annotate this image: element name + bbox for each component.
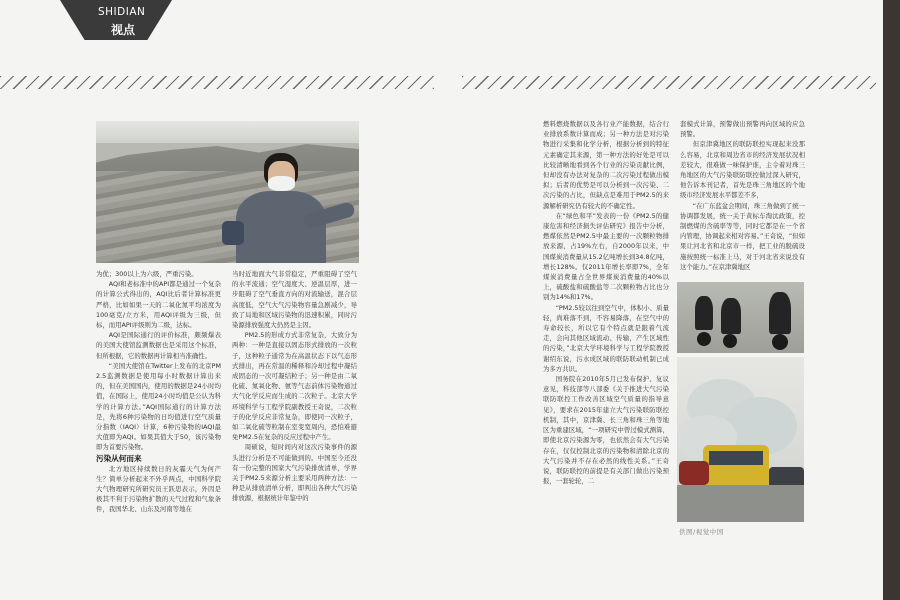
sample-jar xyxy=(222,221,244,245)
article-paragraph: 为优；300以上为六级，严重污染。 xyxy=(96,270,198,278)
wheel xyxy=(723,334,737,348)
article-paragraph: 当时近地面大气非常稳定，严重阻碍了空气的水平流通；空气湿度大、逆温层厚，进一步阻碍了空气垂直方向的对流输送，混合层高度低，空气大气污染物容量急剧减少，导致了局地和区域污染物的迅速积累，同时污染源排放强度大仍然是主因。 xyxy=(232,270,357,330)
article-paragraph: 国务院在2010年5月已发布保护、复议意见，科技部等八部委《关于推进大气污染联防联控工作改善区域空气质量的指导意见》，要求在2015年建立大气污染联防联控机制，其中，京津冀、长三角和珠三角等地区为重建区域，“一项研究中曾过模式测算，即使北京污染源为零，也依然会有大气污染存在，仅仅控制北京的污染物和清除北京的大气污染并不存在必然的线性关系。”王奇说，联防联控的前提是有关部门做出污染预报，一套轮轮，二 xyxy=(543,375,669,486)
rider xyxy=(769,292,791,334)
decorative-stripe-left xyxy=(0,76,434,89)
article-paragraph: 套模式计算，预警做出预警再向区域的应急预警。 xyxy=(680,120,805,139)
article-column-3 xyxy=(543,119,669,531)
article-paragraph: 燃料燃烧数据以及各行业产能数据，结合行业排放系数计算而成；另一种方法是对污染物进行采集和化学分析，根据分析到的特征元素确定其来源，第一种方法的好处是可以比较清晰地看到各个行业的污染贡献比例，但却没有办法对复杂的二次污染过程做出模拟；后者的优势是可以分析到一次污染、二次污染的占比，但缺点是难用于PM2.5的来源解析研究仍有较大的不确定性。 xyxy=(543,120,669,210)
article-paragraph: “美国大使馆在Twitter上发布的北京PM2.5监测数据是使用每小时数据计算出来的，但在美国国内，使用的数据是24小时均值，在国际上，使用24小时均值是公认为科学的计算方法。”AQI国际通行的计算方法是，先将6种污染物的日均值进行空气质量分指数（IAQI）计算，6种污染物的IAQI最大值即为AQI。如果其值大于50，该污染物即为首要污染物。 xyxy=(96,361,221,452)
photo-credit: 供图/视觉中国 xyxy=(679,528,724,536)
wheel xyxy=(772,334,788,350)
article-column-2 xyxy=(232,269,357,531)
article-column-4 xyxy=(680,119,805,279)
section-label-cn: 视点 xyxy=(111,23,136,37)
page-edge-bar xyxy=(883,0,900,600)
decorative-stripe-right xyxy=(462,76,876,89)
article-paragraph: 北方地区持续数日的灰霾天气为何产生？简单分析起来不外乎两点，中国科学院大气物理研究所研究员王跃思表示，外因是极其不利于污染物扩散的天气过程和气象条件，我国华北、山东及河南等地在 xyxy=(96,464,221,514)
article-paragraph: AQI和老标准中的API都是通过一个复杂的计算公式得出的，AQI比后者计算标准更严格，比如如果一天的二氧化氮平均浓度为100毫克/立方米，用AQI评级为三级，但标，而用API评级则为二级，达标。 xyxy=(96,280,221,330)
article-paragraph: 在“绿色和平”发表的一份《PM2.5的健康危害和经济损失评估研究》报告中分析，燃煤依然是PM2.5中最主要的一次颗粒物排放来源，占19%左右，自2000年以来，中国煤炭消费量从15.2亿吨增长到34.8亿吨，增长128%。仅2011年增长率即7%，全年煤炭消费量占全世界煤炭消费量的40%以上，硫酸盐和硫酸盐等二次颗粒物占比也分别为14%和17%。 xyxy=(543,211,669,302)
article-column-1 xyxy=(96,269,221,531)
road xyxy=(677,485,804,522)
wheel xyxy=(697,332,711,346)
photo-researcher-with-sample xyxy=(96,121,359,263)
article-paragraph: “在广东蓝盆会期间，珠三角做到了统一协调都发展，统一关于黄标车淘汰政策，控制燃煤的含硫率等等，同时它都是在一个省内管理，协调起来相对容易。”王奇说，“但如果让河北省和北京市一样，把工业的脱硫设施按照统一标准上马，对于河北省来说没有这个能力。”在京津冀地区 xyxy=(680,201,805,271)
rider xyxy=(695,296,713,330)
article-paragraph: PM2.5的形成方式非常复杂，大致分为两种：一种是直接以固态形式排放的一次粒子，这种粒子通常为在高温状态下以气态形式排出，再在常温的稀释和冷却过程中凝结成固态的一次可凝结粒子；另一种是由二氧化硫、氮氧化物、氨等气态前体污染物通过大气化学反应而生成的二次粒子。北京大学环境科学与工程学院副教授王奇说，二次粒子的化学反应非常复杂，即使同一次粒子，如二氧化硫等粒制在室变宽周内，恐怕难避免PM2.5在复杂的反应过程中产生。 xyxy=(232,331,357,442)
photo-motorcyclists-in-smog xyxy=(677,282,804,353)
car xyxy=(679,461,709,485)
subheading: 污染从何而来 xyxy=(96,453,142,463)
photo-sky xyxy=(96,121,359,143)
article-paragraph: 周硕说，短时间内对这次污染事件的源头进行分析是不可能做到的。中国至今还没有一份完整的国家大气污染排放清单，学界关于PM2.5来源分析主要采用两种方法：一种是从排放清单分析，即判出各种大气污染排放源，根据统计年鉴中的 xyxy=(232,443,357,503)
article-paragraph: “PM2.5较以往到空气中，体积小、质量轻，尚难落不到，不容易降落，在空气中的寿命较长，所以它有个特点就是跟着气流走，会向其他区域流动、传输，产生区域性的污染，”北京大学环境科学与工程学院教授谢绍东说，污水成区域的联防联动机制已成为多方共识。 xyxy=(543,303,669,373)
article-paragraph: 但京津冀地区的联防联控实现起来没那么容易，北京和周边省市的经济发展状况相差较大，很难做一味保护谁，主令着对珠三角地区的大气污染联防联控做过深入研究，他告诉本刊记者，首先是珠三角地区的个地级市经济发展水平都差不多， xyxy=(680,140,805,200)
photo-person xyxy=(226,153,330,263)
rider xyxy=(721,298,741,334)
bus-window xyxy=(709,451,763,465)
article-paragraph: AQI是国际通行的评价标准，颇频爆表的美国大使馆监测数据也是采用这个标准，但所根据，它的数据再计算相当准确性。 xyxy=(96,331,221,360)
section-label-en: SHIDIAN xyxy=(98,6,146,18)
face-mask xyxy=(268,176,295,191)
photo-traffic-exhaust xyxy=(677,357,804,522)
